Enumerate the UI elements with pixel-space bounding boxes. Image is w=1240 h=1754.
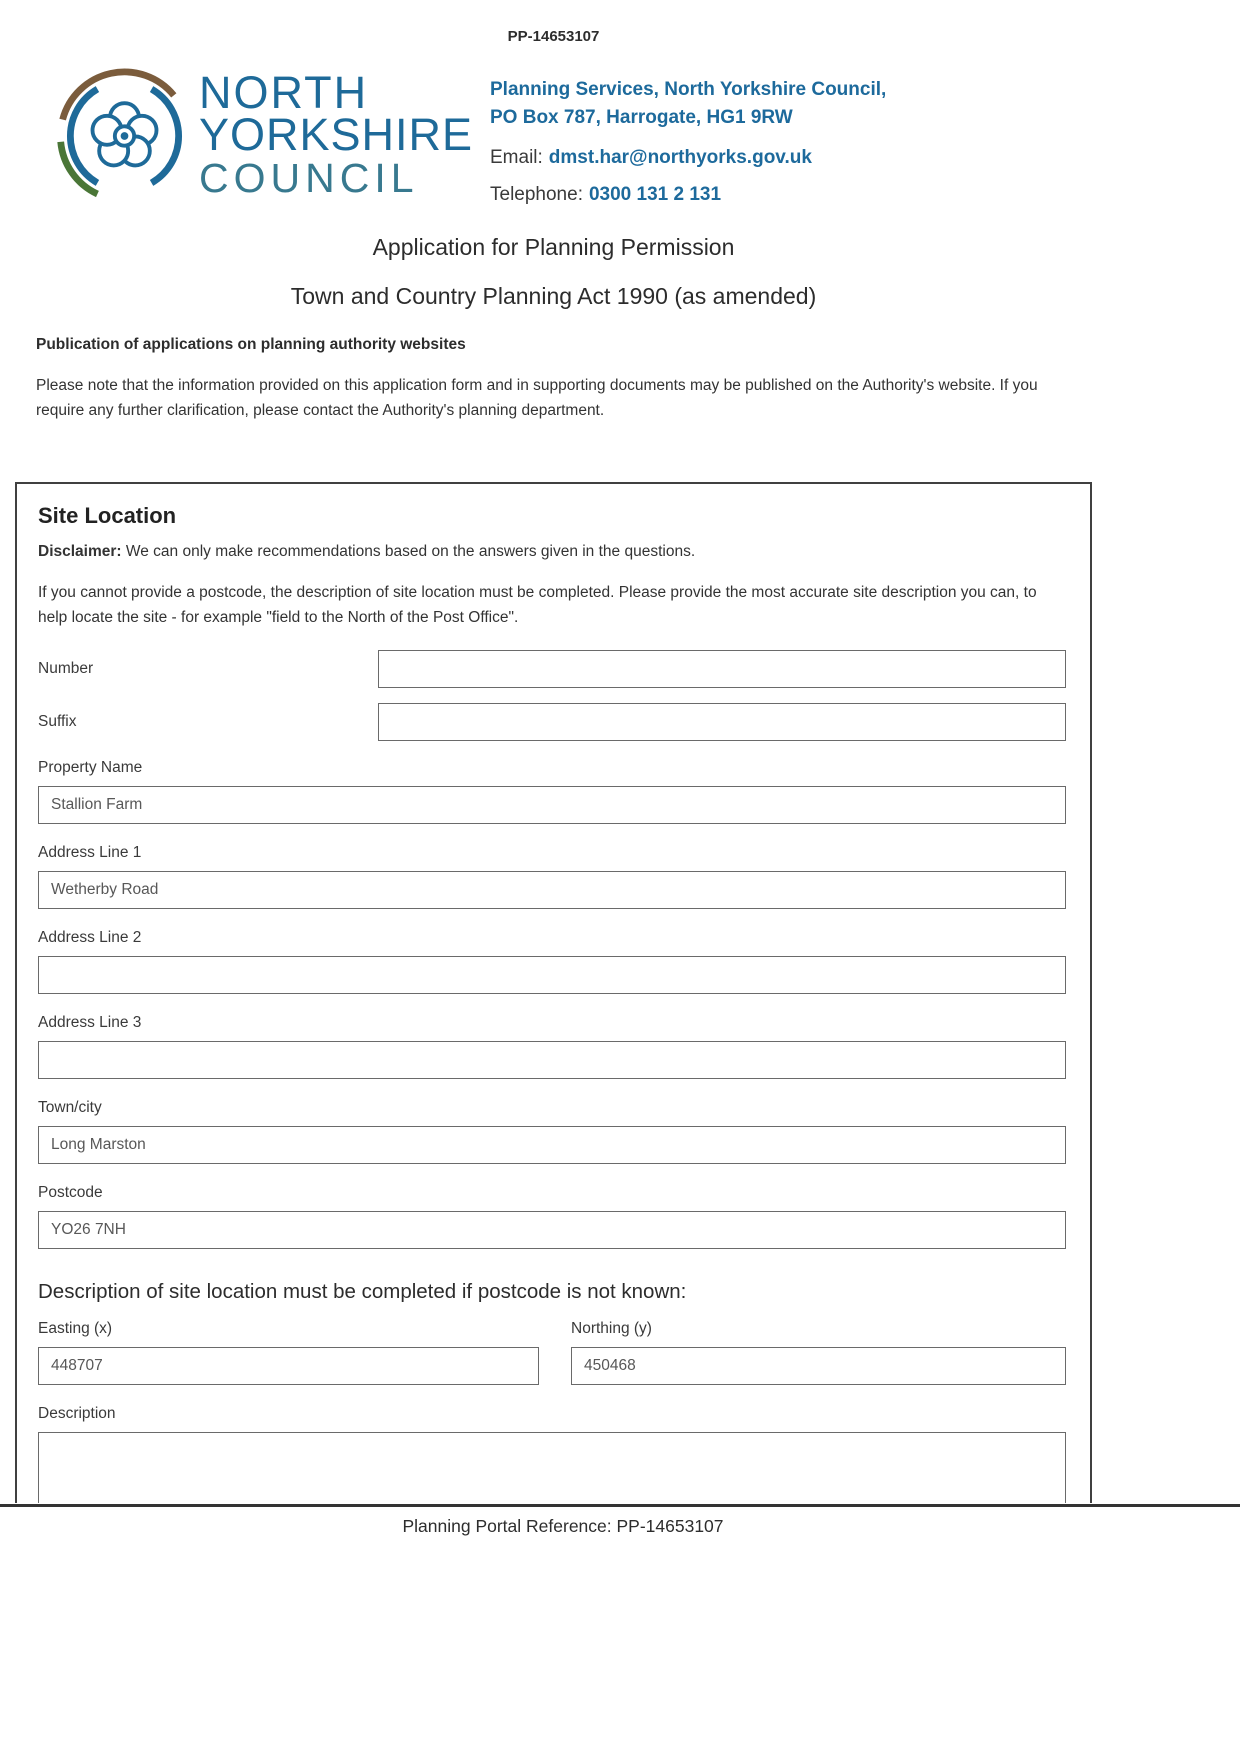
coordinates-row [38, 1319, 1066, 1385]
field-description [38, 1404, 1066, 1503]
publication-note: Please note that the information provided on this application form and in supporting documents may be published on the Authority's website. If you require any further clarification, please contact the Authority's planning department. [36, 377, 1038, 419]
contact-email-line [490, 144, 886, 172]
address-line-1-input[interactable] [38, 871, 1066, 909]
easting-input[interactable] [38, 1347, 539, 1385]
number-label: Number [38, 660, 94, 677]
field-address-line-3 [38, 1013, 1066, 1079]
form-title: Application for Planning Permission [372, 234, 735, 260]
description-label: Description [38, 1405, 116, 1422]
northing-label: Northing (y) [571, 1320, 652, 1337]
easting-label: Easting (x) [38, 1320, 113, 1337]
disclaimer-label: Disclaimer: [38, 543, 122, 560]
email-link[interactable]: dmst.har@northyorks.gov.uk [548, 147, 812, 168]
logo-word-yorkshire: YORKSHIRE [199, 109, 474, 160]
yorkshire-rose-icon [52, 62, 197, 210]
logo-word-north: NORTH [199, 67, 369, 118]
northing-input[interactable] [571, 1347, 1066, 1385]
town-city-label: Town/city [38, 1099, 102, 1116]
suffix-label: Suffix [38, 713, 77, 730]
site-location-disclaimer [38, 542, 1066, 562]
field-town-city [38, 1098, 1066, 1164]
field-suffix [38, 703, 1066, 741]
planning-portal-reference: Planning Portal Reference: PP-14653107 [402, 1516, 724, 1536]
town-city-input[interactable] [38, 1126, 1066, 1164]
address-line-2-label: Address Line 2 [38, 929, 142, 946]
field-easting [38, 1319, 539, 1385]
property-name-label: Property Name [38, 759, 143, 776]
number-input[interactable] [378, 650, 1066, 688]
publication-heading: Publication of applications on planning authority websites [36, 336, 466, 353]
field-property-name [38, 758, 1066, 824]
contact-address-line-1: Planning Services, North Yorkshire Council, [490, 79, 887, 100]
field-address-line-2 [38, 928, 1066, 994]
field-northing [571, 1319, 1066, 1385]
disclaimer-text: We can only make recommendations based on the answers given in the questions. [125, 543, 696, 560]
description-requirement-heading: Description of site location must be completed if postcode is not known: [38, 1280, 687, 1303]
council-logo [52, 62, 473, 210]
contact-phone-line [490, 181, 886, 209]
field-postcode [38, 1183, 1066, 1249]
telephone-link[interactable]: 0300 131 2 131 [588, 184, 722, 205]
telephone-label: Telephone: [490, 184, 583, 205]
form-subtitle: Town and Country Planning Act 1990 (as amended) [290, 283, 817, 309]
logo-word-council: COUNCIL [199, 155, 419, 201]
address-line-1-label: Address Line 1 [38, 844, 142, 861]
field-number [38, 650, 1066, 688]
contact-address-line-2: PO Box 787, Harrogate, HG1 9RW [490, 107, 793, 128]
council-logo-wordmark [199, 67, 474, 201]
field-address-line-1 [38, 843, 1066, 909]
postcode-label: Postcode [38, 1184, 103, 1201]
postcode-input[interactable] [38, 1211, 1066, 1249]
planning-services-contact-block [490, 76, 886, 209]
site-location-section [15, 482, 1092, 1503]
address-line-3-input[interactable] [38, 1041, 1066, 1079]
description-textarea[interactable] [38, 1432, 1066, 1503]
suffix-input[interactable] [378, 703, 1066, 741]
site-location-title: Site Location [38, 503, 177, 528]
footer-divider [0, 1504, 1240, 1507]
site-location-intro: If you cannot provide a postcode, the description of site location must be completed. Please provide the most accurate site description you can, to help locate the site - for example "field to the North of the Post Office". [38, 584, 1037, 626]
address-line-2-input[interactable] [38, 956, 1066, 994]
property-name-input[interactable] [38, 786, 1066, 824]
form-reference: PP-14653107 [507, 28, 600, 45]
address-line-3-label: Address Line 3 [38, 1014, 142, 1031]
email-label: Email: [490, 147, 543, 168]
